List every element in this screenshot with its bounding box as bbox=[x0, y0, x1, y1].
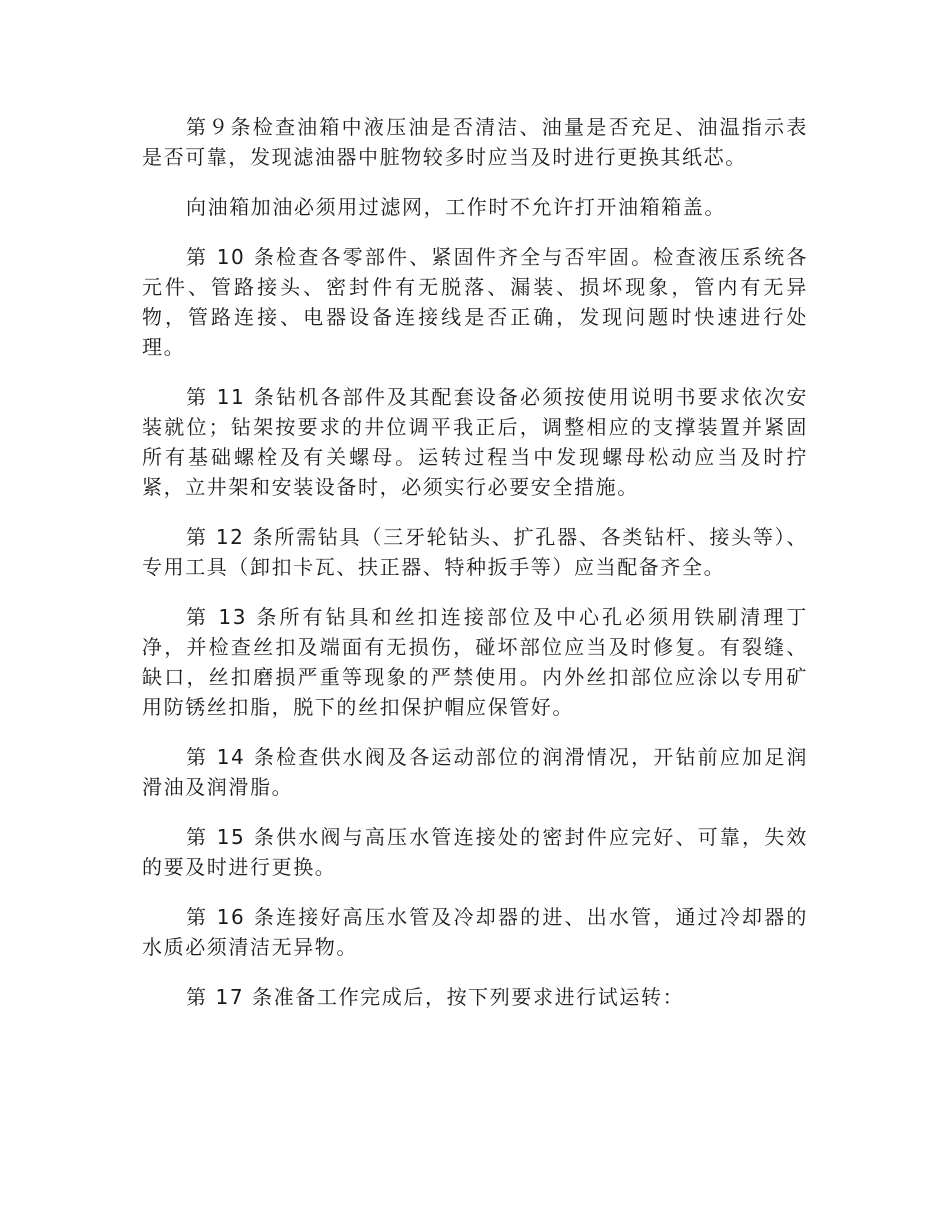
paragraph-article-11: 第 11 条钻机各部件及其配套设备必须按使用说明书要求依次安装就位；钻架按要求的井位调平我正后，调整相应的支撑装置并紧固所有基础螺栓及有关螺母。运转过程当中发现螺母松动应当及时拧紧，立井架和安装设备时，必须实行必要安全措施。 bbox=[142, 385, 808, 499]
paragraph-article-16: 第 16 条连接好高压水管及冷却器的进、出水管，通过冷却器的水质必须清洁无异物。 bbox=[142, 905, 808, 959]
paragraph-article-15: 第 15 条供水阀与高压水管连接处的密封件应完好、可靠，失效的要及时进行更换。 bbox=[142, 825, 808, 879]
document-body bbox=[142, 112, 808, 1032]
paragraph-article-9: 第９条检查油箱中液压油是否清洁、油量是否充足、油温指示表是否可靠，发现滤油器中脏物较多时应当及时进行更换其纸芯。 bbox=[142, 115, 808, 169]
paragraph-oil-filter-note: 向油箱加油必须用过滤网，工作时不允许打开油箱箱盖。 bbox=[186, 195, 726, 219]
paragraph-article-12: 第 12 条所需钻具（三牙轮钻头、扩孔器、各类钻杆、接头等）、专用工具（卸扣卡瓦、扶正器、特种扳手等）应当配备齐全。 bbox=[142, 525, 808, 579]
paragraph-article-14: 第 14 条检查供水阀及各运动部位的润滑情况，开钻前应加足润滑油及润滑脂。 bbox=[142, 745, 808, 799]
paragraph-article-17: 第 17 条准备工作完成后，按下列要求进行试运转： bbox=[186, 985, 685, 1009]
paragraph-article-13: 第 13 条所有钻具和丝扣连接部位及中心孔必须用铁刷清理丁净，并检查丝扣及端面有无损伤，碰坏部位应当及时修复。有裂缝、缺口，丝扣磨损严重等现象的严禁使用。内外丝扣部位应涂以专用矿用防锈丝扣脂，脱下的丝扣保护帽应保管好。 bbox=[142, 605, 808, 719]
paragraph-article-10: 第 10 条检查各零部件、紧固件齐全与否牢固。检查液压系统各元件、管路接头、密封件有无脱落、漏装、损坏现象，管内有无异物，管路连接、电器设备连接线是否正确，发现问题时快速进行处理。 bbox=[142, 245, 808, 359]
